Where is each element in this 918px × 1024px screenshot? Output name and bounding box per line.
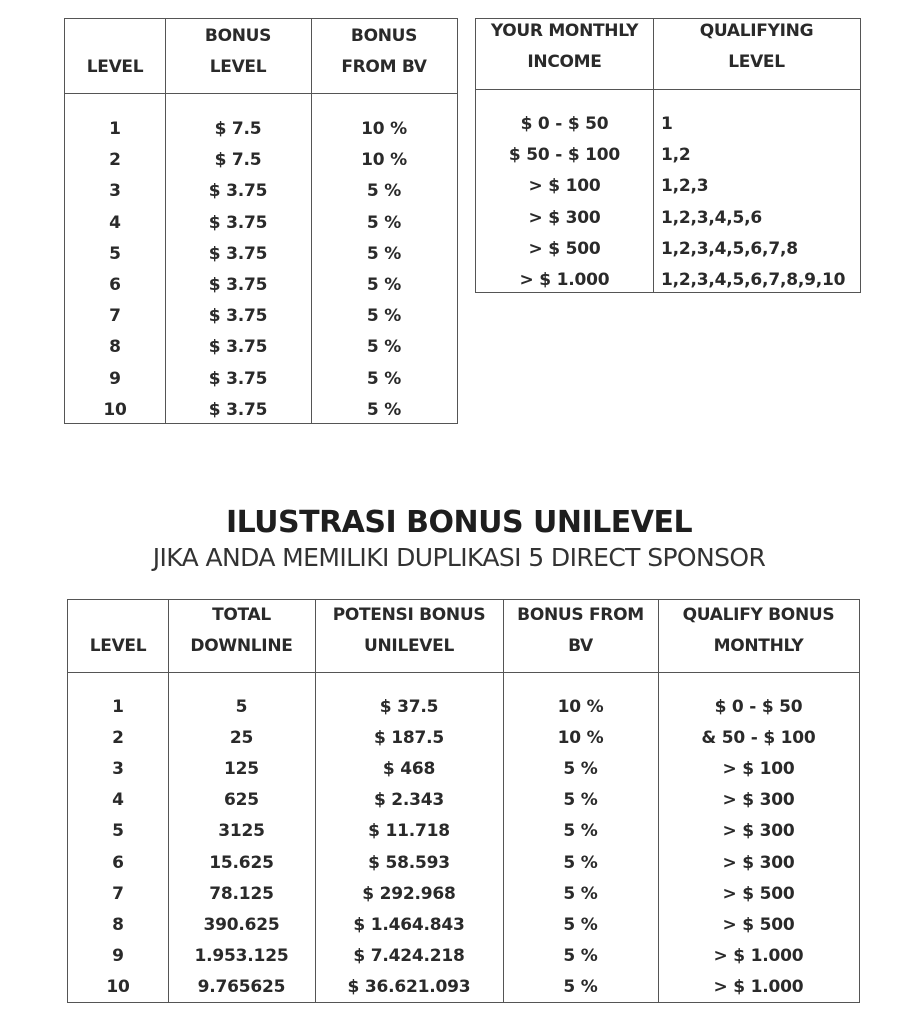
cell-potensi-bonus: $ 2.343 <box>373 790 445 811</box>
cell-bonus-from-bv: 5 % <box>563 852 598 873</box>
header-qualifying-level <box>653 16 860 78</box>
qualifying-table <box>475 18 861 293</box>
cell-monthly-income: > $ 1.000 <box>519 270 610 290</box>
header-line: DOWNLINE <box>190 636 293 656</box>
cell-bonus-from-bv: 5 % <box>366 181 402 202</box>
cell-monthly-income: $ 0 - $ 50 <box>520 114 609 134</box>
cell-bonus-level: $ 3.75 <box>208 181 268 202</box>
cell-level: 9 <box>112 945 124 966</box>
cell-level: 7 <box>109 306 121 327</box>
cell-potensi-bonus: $ 36.621.093 <box>347 976 471 997</box>
header-line: BONUS <box>350 26 418 46</box>
header-bonus-from-bv <box>503 600 658 662</box>
cell-total-downline: 5 <box>235 697 248 717</box>
cell-bonus-level: $ 3.75 <box>208 306 268 327</box>
cell-level: 2 <box>112 728 124 749</box>
cell-total-downline: 125 <box>224 759 259 780</box>
cell-bonus-from-bv: 5 % <box>563 914 598 935</box>
cell-bonus-level: $ 7.5 <box>214 119 262 139</box>
cell-level: 1 <box>112 697 124 717</box>
cell-potensi-bonus: $ 11.718 <box>368 821 450 842</box>
header-line: LEVEL <box>89 636 147 656</box>
header-qualify-bonus <box>658 600 859 662</box>
header-line: INCOME <box>527 52 602 72</box>
illustration-title: ILUSTRASI BONUS UNILEVEL <box>225 505 693 540</box>
cell-bonus-from-bv: 5 % <box>366 212 402 233</box>
cell-level: 7 <box>112 883 124 904</box>
cell-qualify-bonus: $ 0 - $ 50 <box>714 697 803 717</box>
cell-qualify-bonus: > $ 1.000 <box>713 976 804 997</box>
header-line: FROM BV <box>341 57 427 77</box>
cell-potensi-bonus: $ 37.5 <box>379 697 439 717</box>
cell-total-downline: 9.765625 <box>197 976 286 997</box>
cell-level: 4 <box>109 212 121 233</box>
cell-qualifying-level: 1,2,3,4,5,6,7,8 <box>661 238 798 259</box>
cell-total-downline: 625 <box>224 790 259 811</box>
header-monthly-income <box>476 16 653 78</box>
cell-bonus-from-bv: 5 % <box>366 337 402 358</box>
cell-qualify-bonus: > $ 300 <box>722 821 795 842</box>
illustration-subtitle: JIKA ANDA MEMILIKI DUPLIKASI 5 DIRECT SPONSOR <box>152 543 766 572</box>
header-line: LEVEL <box>209 57 267 77</box>
cell-bonus-level: $ 3.75 <box>208 243 268 264</box>
header-line: LEVEL <box>728 52 785 72</box>
header-line: MONTHLY <box>713 636 804 656</box>
cell-level: 6 <box>112 852 124 873</box>
cell-qualifying-level: 1,2 <box>661 145 691 166</box>
cell-bonus-from-bv: 5 % <box>563 821 598 842</box>
cell-monthly-income: > $ 300 <box>528 207 601 228</box>
cell-level: 5 <box>112 821 124 842</box>
cell-potensi-bonus: $ 1.464.843 <box>353 914 465 935</box>
cell-level: 8 <box>109 337 121 358</box>
header-line: BONUS FROM <box>517 605 644 625</box>
header-line: QUALIFY BONUS <box>682 605 835 625</box>
cell-potensi-bonus: $ 187.5 <box>373 728 445 749</box>
cell-monthly-income: $ 50 - $ 100 <box>508 145 621 166</box>
header-divider <box>68 672 859 673</box>
cell-total-downline: 78.125 <box>209 883 274 904</box>
cell-bonus-from-bv: 10 % <box>557 728 604 749</box>
cell-level: 8 <box>112 914 124 935</box>
header-bonus-level <box>165 21 311 83</box>
header-line: LEVEL <box>86 57 144 77</box>
cell-qualify-bonus: > $ 100 <box>722 759 795 780</box>
cell-qualifying-level: 1 <box>661 114 673 134</box>
unilevel-table <box>67 599 860 1003</box>
header-level <box>65 21 165 83</box>
cell-bonus-level: $ 3.75 <box>208 368 268 389</box>
header-line: POTENSI BONUS <box>332 605 486 625</box>
cell-bonus-level: $ 3.75 <box>208 212 268 233</box>
cell-qualify-bonus: > $ 500 <box>722 914 795 935</box>
cell-total-downline: 3125 <box>218 821 265 842</box>
cell-level: 1 <box>109 119 121 139</box>
cell-bonus-from-bv: 5 % <box>563 945 598 966</box>
cell-level: 2 <box>109 150 121 171</box>
cell-bonus-level: $ 3.75 <box>208 399 268 420</box>
cell-qualify-bonus: > $ 300 <box>722 852 795 873</box>
header-line <box>68 600 168 631</box>
cell-qualifying-level: 1,2,3,4,5,6 <box>661 207 763 228</box>
cell-bonus-level: $ 7.5 <box>214 150 262 171</box>
header-line: TOTAL <box>212 605 271 625</box>
header-potensi-bonus <box>315 600 503 662</box>
cell-potensi-bonus: $ 292.968 <box>362 883 456 904</box>
cell-monthly-income: > $ 500 <box>528 238 601 259</box>
cell-qualify-bonus: > $ 500 <box>722 883 795 904</box>
cell-level: 6 <box>109 275 121 295</box>
cell-bonus-from-bv: 5 % <box>366 306 402 327</box>
cell-qualifying-level: 1,2,3 <box>661 176 709 197</box>
cell-total-downline: 390.625 <box>203 914 280 935</box>
header-divider <box>65 93 457 94</box>
header-level <box>68 600 168 662</box>
cell-potensi-bonus: $ 468 <box>382 759 436 780</box>
cell-bonus-from-bv: 5 % <box>563 883 598 904</box>
cell-bonus-from-bv: 10 % <box>361 150 407 171</box>
cell-level: 9 <box>109 368 121 389</box>
cell-level: 10 <box>103 399 127 420</box>
cell-bonus-from-bv: 10 % <box>361 119 407 139</box>
cell-bonus-from-bv: 10 % <box>557 697 604 717</box>
header-line <box>65 21 165 52</box>
cell-bonus-from-bv: 5 % <box>366 368 402 389</box>
header-total-downline <box>168 600 315 662</box>
cell-qualifying-level: 1,2,3,4,5,6,7,8,9,10 <box>661 270 846 290</box>
cell-level: 10 <box>106 976 130 997</box>
cell-qualify-bonus: & 50 - $ 100 <box>701 728 816 749</box>
cell-level: 3 <box>109 181 121 202</box>
cell-bonus-from-bv: 5 % <box>366 399 402 420</box>
cell-level: 5 <box>109 243 121 264</box>
cell-bonus-from-bv: 5 % <box>366 243 402 264</box>
cell-monthly-income: > $ 100 <box>528 176 601 197</box>
cell-total-downline: 15.625 <box>209 852 274 873</box>
cell-level: 3 <box>112 759 124 780</box>
header-bonus-from-bv <box>311 21 457 83</box>
cell-level: 4 <box>112 790 124 811</box>
cell-total-downline: 25 <box>229 728 254 749</box>
cell-bonus-from-bv: 5 % <box>563 759 598 780</box>
header-line: UNILEVEL <box>363 636 454 656</box>
cell-qualify-bonus: > $ 300 <box>722 790 795 811</box>
cell-total-downline: 1.953.125 <box>194 945 289 966</box>
cell-potensi-bonus: $ 58.593 <box>368 852 450 873</box>
header-line: BV <box>568 636 593 656</box>
cell-bonus-from-bv: 5 % <box>563 976 598 997</box>
cell-bonus-level: $ 3.75 <box>208 337 268 358</box>
level-bonus-table <box>64 18 458 424</box>
cell-bonus-from-bv: 5 % <box>563 790 598 811</box>
header-divider <box>476 89 860 90</box>
cell-potensi-bonus: $ 7.424.218 <box>353 945 465 966</box>
header-line: BONUS <box>204 26 272 46</box>
cell-bonus-level: $ 3.75 <box>208 275 268 295</box>
header-line: QUALIFYING <box>699 21 814 41</box>
cell-bonus-from-bv: 5 % <box>366 275 402 295</box>
cell-qualify-bonus: > $ 1.000 <box>713 945 804 966</box>
header-line: YOUR MONTHLY <box>490 21 639 41</box>
